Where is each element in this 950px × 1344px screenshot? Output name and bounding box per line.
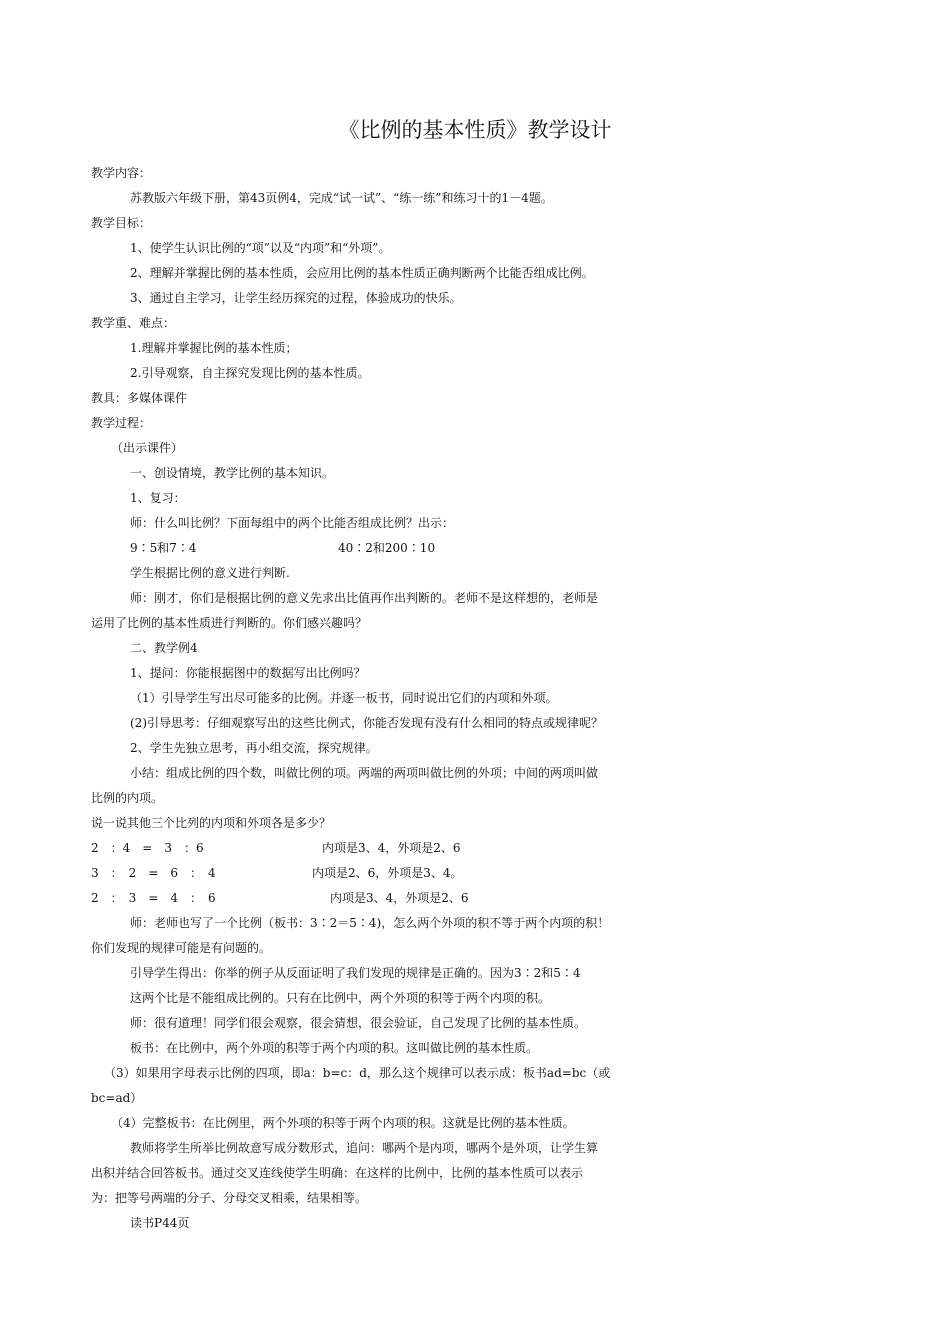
paragraph-line: 学生根据比例的意义进行判断. — [130, 566, 290, 580]
ratio-expression: 3 ： 2 = 6 ： 4 — [91, 866, 216, 880]
paragraph-line: 3、通过自主学习，让学生经历探究的过程，体验成功的快乐。 — [130, 291, 462, 305]
ratio-row — [0, 861, 950, 886]
ratio-examples-row — [0, 536, 950, 561]
ratio-terms: 内项是3、4，外项是2、6 — [330, 891, 469, 905]
paragraph-line: 运用了比例的基本性质进行判断的。你们感兴趣吗？ — [91, 616, 368, 630]
paragraph-line: (2)引导思考：仔细观察写出的这些比例式，你能否发现有没有什么相同的特点或规律呢？ — [130, 716, 604, 730]
paragraph-line: 师：老师也写了一个比例（板书：3∶2＝5∶4)，怎么两个外项的积不等于两个内项的积！ — [130, 916, 610, 930]
heading-goals: 教学目标： — [91, 216, 152, 230]
paragraph-line: 你们发现的规律可能是有问题的。 — [91, 941, 272, 955]
ratio-expression: 2 ：4 = 3 ：6 — [91, 841, 204, 855]
paragraph-line: 板书：在比例中，两个外项的积等于两个内项的积。这叫做比例的基本性质。 — [130, 1041, 539, 1055]
paragraph-line: 1、使学生认识比例的“项”以及“内项”和“外项”。 — [130, 241, 391, 255]
paragraph-line: 比例的内项。 — [91, 791, 164, 805]
paragraph-line: 师：刚才，你们是根据比例的意义先求出比值再作出判断的。老师不是这样想的，老师是 — [130, 591, 599, 605]
paragraph-line: 说一说其他三个比列的内项和外项各是多少？ — [91, 816, 332, 830]
paragraph-line: 苏教版六年级下册，第43页例4，完成“试一试”、“练一练”和练习十的1－4题。 — [130, 191, 553, 205]
heading-materials: 教具：多媒体课件 — [91, 391, 188, 405]
paragraph-line: （3）如果用字母表示比例的四项，即a：b=c：d，那么这个规律可以表示成：板书ad=bc（或 — [104, 1066, 611, 1080]
paragraph-line: （出示课件） — [111, 441, 184, 455]
heading-content: 教学内容： — [91, 166, 152, 180]
paragraph-line: 为：把等号两端的分子、分母交叉相乘，结果相等。 — [91, 1191, 368, 1205]
paragraph-line: 2.引导观察，自主探究发现比例的基本性质。 — [130, 366, 370, 380]
paragraph-line: 1、提问：你能根据图中的数据写出比例吗？ — [130, 666, 366, 680]
paragraph-line: 一、创设情境，教学比例的基本知识。 — [130, 466, 335, 480]
paragraph-line: 出积并结合回答板书。通过交叉连线使学生明确：在这样的比例中，比例的基本性质可以表示 — [91, 1166, 584, 1180]
paragraph-line: 师：很有道理！同学们很会观察，很会猜想，很会验证，自己发现了比例的基本性质。 — [130, 1016, 587, 1030]
paragraph-line: （1）引导学生写出尽可能多的比例。并逐一板书，同时说出它们的内项和外项。 — [130, 691, 558, 705]
paragraph-line: 引导学生得出：你举的例子从反面证明了我们发现的规律是正确的。因为3∶2和5∶4 — [130, 966, 581, 980]
paragraph-line: 这两个比是不能组成比例的。只有在比例中，两个外项的积等于两个内项的积。 — [130, 991, 551, 1005]
paragraph-line: 教师将学生所举比例故意写成分数形式，追问：哪两个是内项，哪两个是外项，让学生算 — [130, 1141, 599, 1155]
paragraph-line: bc=ad） — [91, 1091, 143, 1105]
paragraph-line: 小结：组成比例的四个数，叫做比例的项。两端的两项叫做比例的外项；中间的两项叫做 — [130, 766, 599, 780]
paragraph-line: （4）完整板书：在比例里，两个外项的积等于两个内项的积。这就是比例的基本性质。 — [111, 1116, 575, 1130]
paragraph-line: 师：什么叫比例？下面每组中的两个比能否组成比例？出示： — [130, 516, 455, 530]
heading-process: 教学过程： — [91, 416, 152, 430]
ratio-row — [0, 836, 950, 861]
document-title: 《比例的基本性质》教学设计 — [338, 118, 612, 142]
heading-key-points: 教学重、难点： — [91, 316, 176, 330]
paragraph-line: 2、学生先独立思考，再小组交流，探究规律。 — [130, 741, 378, 755]
paragraph-line: 2、理解并掌握比例的基本性质，会应用比例的基本性质正确判断两个比能否组成比例。 — [130, 266, 594, 280]
ratio-example: 40∶2和200∶10 — [338, 541, 436, 555]
ratio-row — [0, 886, 950, 911]
ratio-example: 9∶5和7∶4 — [130, 541, 197, 555]
ratio-terms: 内项是3、4，外项是2、6 — [322, 841, 461, 855]
ratio-expression: 2 ： 3 = 4 ： 6 — [91, 891, 216, 905]
paragraph-line: 二、教学例4 — [130, 641, 198, 655]
ratio-terms: 内项是2、6，外项是3、4。 — [312, 866, 463, 880]
paragraph-line: 读书P44页 — [130, 1216, 190, 1230]
paragraph-line: 1.理解并掌握比例的基本性质； — [130, 341, 298, 355]
paragraph-line: 1、复习： — [130, 491, 186, 505]
